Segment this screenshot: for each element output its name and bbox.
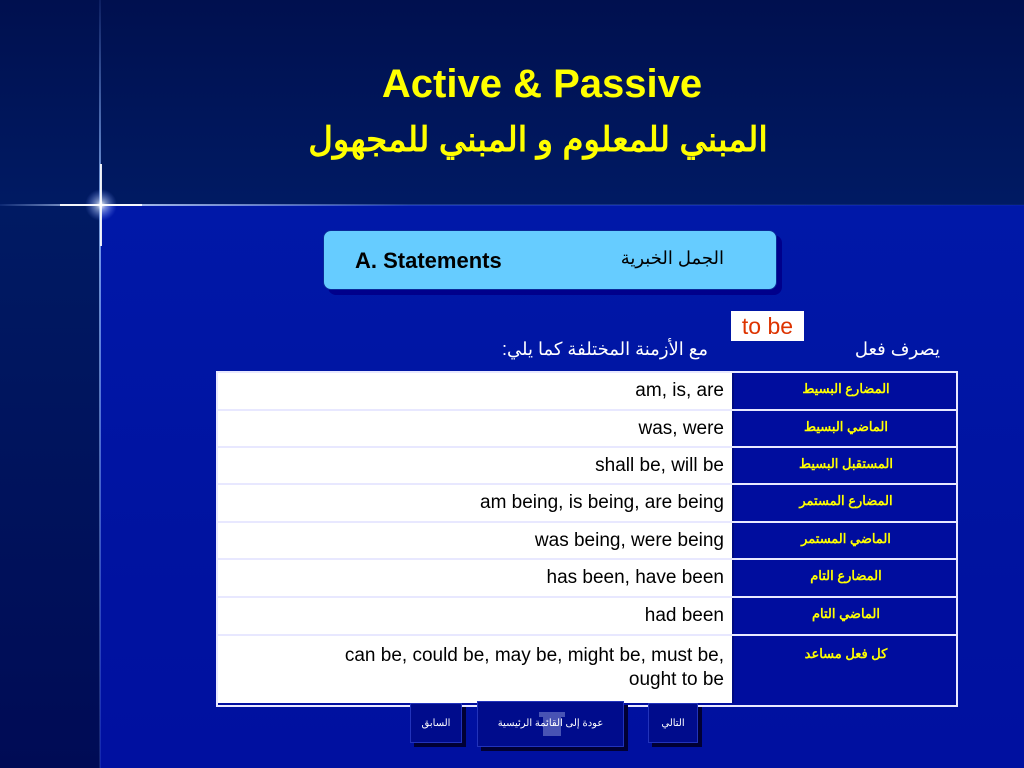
forms-cell: was, were — [218, 411, 734, 446]
forms-cell: was being, were being — [218, 523, 734, 558]
tense-cell: الماضي البسيط — [804, 419, 888, 434]
forms-cell: am being, is being, are being — [218, 485, 734, 521]
forms-line-2: ought to be — [628, 669, 724, 690]
forms-cell: am, is, are — [218, 373, 734, 409]
forms-cell — [218, 636, 734, 703]
horizontal-divider — [0, 204, 1024, 206]
tense-cell: المضارع التام — [810, 568, 882, 583]
sparkle-icon — [60, 164, 142, 246]
table-row — [218, 448, 956, 485]
forms-cell: has been, have been — [218, 560, 734, 596]
table-row — [218, 373, 956, 411]
tense-cell: المضارع المستمر — [799, 493, 893, 508]
vertical-divider — [99, 0, 101, 768]
intro-text-arabic-1: يصرف فعل — [854, 339, 940, 359]
tense-cell: كل فعل مساعد — [804, 646, 888, 661]
table-row — [218, 411, 956, 448]
next-label: التالي — [661, 718, 685, 729]
intro-text-arabic-2: مع الأزمنة المختلفة كما يلي: — [502, 339, 708, 359]
statements-label-arabic: الجمل الخبرية — [620, 248, 724, 268]
left-band-background — [0, 205, 100, 768]
statements-label: A. Statements — [355, 248, 502, 273]
home-label: عودة إلى القائمة الرئيسية — [497, 718, 604, 729]
table-row — [218, 560, 956, 598]
table-row — [218, 485, 956, 523]
forms-cell: shall be, will be — [218, 448, 734, 483]
navigation-bar — [0, 700, 1024, 768]
table-row — [218, 636, 956, 703]
next-button[interactable] — [648, 703, 698, 743]
page-subtitle-arabic: المبني للمعلوم و المبني للمجهول — [308, 121, 768, 159]
home-button[interactable] — [477, 701, 624, 747]
tense-cell: الماضي المستمر — [801, 531, 891, 546]
previous-label: السابق — [421, 718, 451, 729]
tense-table — [216, 371, 958, 707]
page-title: Active & Passive — [381, 62, 703, 106]
tense-cell: الماضي التام — [811, 606, 881, 621]
statements-heading-box — [323, 230, 777, 290]
tense-cell: المستقبل البسيط — [799, 456, 893, 471]
table-row — [218, 523, 956, 560]
forms-cell: had been — [218, 598, 734, 634]
table-row — [218, 598, 956, 636]
tense-cell: المضارع البسيط — [802, 381, 890, 396]
previous-button[interactable] — [410, 703, 462, 743]
to-be-highlight: to be — [731, 311, 804, 341]
forms-line-1: can be, could be, may be, might be, must be, — [344, 645, 724, 666]
